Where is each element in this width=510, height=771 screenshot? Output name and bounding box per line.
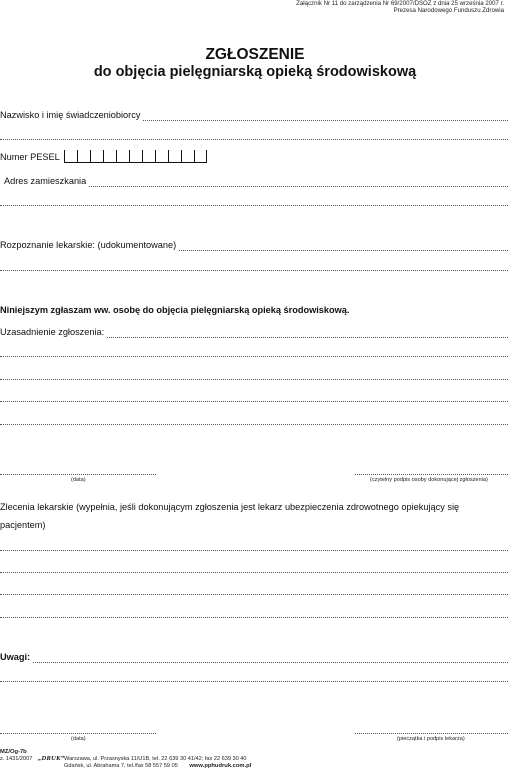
pesel-digit-box[interactable]: [103, 150, 116, 162]
doctor-signature-label: (pieczątka i podpis lekarza): [397, 736, 465, 742]
publisher-website[interactable]: www.pphudruk.com.pl: [189, 763, 252, 769]
address-field[interactable]: [4, 176, 508, 187]
justification-line[interactable]: [0, 379, 508, 380]
justification-field[interactable]: [0, 327, 508, 338]
signer-signature-label: (czytelny podpis osoby dokonującej zgłoszenia): [370, 477, 488, 483]
diagnosis-input-line[interactable]: [179, 243, 508, 251]
publisher-address-2: Gdańsk, ul. Abrahama 7, tel./fax 58 557 59 05: [64, 763, 178, 769]
orders-line[interactable]: [0, 594, 508, 595]
remarks-continuation-line[interactable]: [0, 681, 508, 682]
name-field[interactable]: [0, 110, 508, 121]
pesel-digit-box[interactable]: [129, 150, 142, 162]
form-title: ZGŁOSZENIE: [205, 46, 305, 63]
name-label: Nazwisko i imię świadczeniobiorcy: [0, 110, 141, 120]
pesel-label: Numer PESEL: [0, 152, 60, 162]
annex-note: [296, 0, 504, 15]
name-input-line[interactable]: [143, 113, 508, 121]
remarks-input-line[interactable]: [33, 655, 508, 663]
pesel-field[interactable]: [0, 150, 207, 163]
orders-line[interactable]: [0, 572, 508, 573]
pesel-digit-box[interactable]: [77, 150, 90, 162]
name-continuation-line[interactable]: [0, 139, 508, 140]
date-label-2: (data): [71, 736, 86, 742]
pesel-digit-box[interactable]: [181, 150, 194, 162]
druk-logo: „DRUK”: [38, 755, 65, 762]
justification-input-line[interactable]: [107, 330, 508, 338]
justification-line[interactable]: [0, 424, 508, 425]
date-input-line-1[interactable]: [0, 474, 156, 475]
remarks-label: Uwagi:: [0, 652, 31, 662]
orders-line[interactable]: [0, 550, 508, 551]
diagnosis-field[interactable]: [0, 240, 508, 251]
order-reference: z. 1431/2007: [0, 756, 33, 762]
annex-line-2: Prezesa Narodowego Funduszu Zdrowia: [393, 7, 504, 15]
signer-signature-line[interactable]: [355, 474, 508, 475]
pesel-digit-box[interactable]: [155, 150, 168, 162]
date-input-line-2[interactable]: [0, 733, 156, 734]
pesel-boxes[interactable]: [64, 150, 207, 163]
diagnosis-continuation-line[interactable]: [0, 270, 508, 271]
orders-line[interactable]: [0, 617, 508, 618]
pesel-digit-box[interactable]: [194, 150, 207, 162]
justification-label: Uzasadnienie zgłoszenia:: [0, 327, 105, 337]
justification-line[interactable]: [0, 401, 508, 402]
orders-label-line-1: Zlecenia lekarskie (wypełnia, jeśli dokonującym zgłoszenia jest lekarz ubezpieczenia zdrowotnego opiekujący się: [0, 502, 460, 512]
remarks-field[interactable]: [0, 652, 508, 663]
orders-label-line-2: pacjentem): [0, 520, 46, 530]
diagnosis-label: Rozpoznanie lekarskie: (udokumentowane): [0, 240, 177, 250]
pesel-digit-box[interactable]: [142, 150, 155, 162]
form-code: MZ/Og-7b: [0, 749, 27, 755]
publisher-address-1: Warszawa, ul. Przasnyska 11/U1B, tel. 22 639 30 41/42; fax 22 639 30 40: [64, 756, 247, 762]
address-input-line[interactable]: [89, 179, 508, 187]
pesel-digit-box[interactable]: [90, 150, 103, 162]
declaration-statement: Niniejszym zgłaszam ww. osobę do objęcia pielęgniarską opieką środowiskową.: [0, 305, 350, 315]
justification-line[interactable]: [0, 356, 508, 357]
doctor-signature-line[interactable]: [355, 733, 508, 734]
date-label-1: (data): [71, 477, 86, 483]
pesel-digit-box[interactable]: [116, 150, 129, 162]
pesel-digit-box[interactable]: [168, 150, 181, 162]
footer-form-info: [0, 749, 32, 763]
footer-publisher: [64, 756, 251, 770]
annex-line-1: Załącznik Nr 11 do zarządzenia Nr 69/2007/DSOZ z dnia 25 września 2007 r.: [296, 0, 504, 7]
pesel-digit-box[interactable]: [64, 150, 77, 162]
address-label: Adres zamieszkania: [4, 176, 87, 186]
address-continuation-line[interactable]: [0, 205, 508, 206]
form-subtitle: do objęcia pielęgniarską opieką środowiskową: [93, 64, 417, 80]
